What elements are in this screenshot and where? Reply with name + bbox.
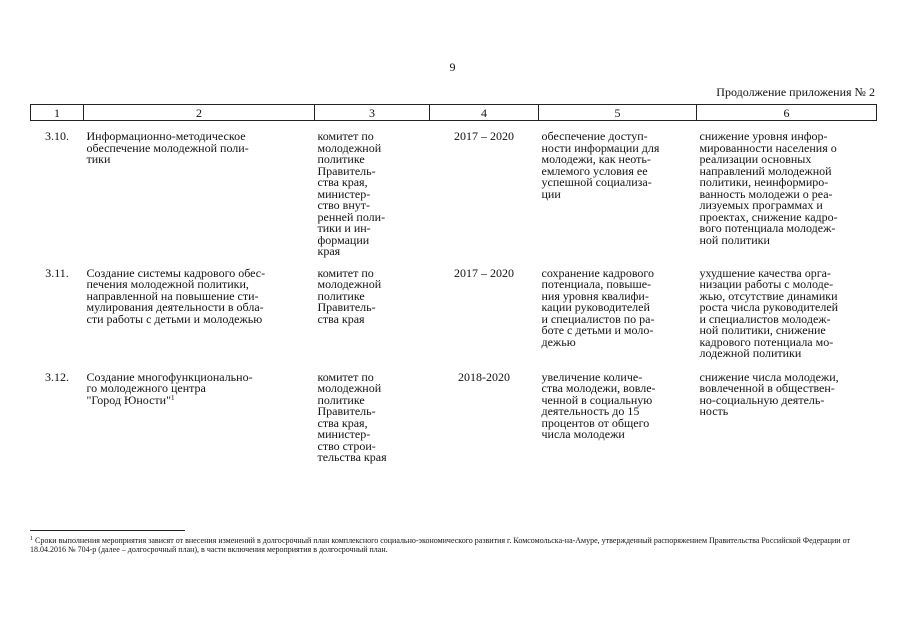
column-header: 4 (430, 105, 539, 121)
measure-name: Создание многофункционально- го молодежного центра "Город Юности" (86, 369, 253, 407)
responsible-executor: комитет по молодежной политике Правитель- ства края, министер- ство строи- тельства края (317, 369, 387, 464)
implementation-period: 2018-2020 (458, 369, 510, 384)
column-header: 3 (315, 105, 430, 121)
column-header: 2 (84, 105, 315, 121)
non-implementation-consequences: снижение числа молодежи, вовлеченной в обществен- но-социальную деятель- ность (699, 369, 839, 418)
table-row (31, 258, 877, 360)
footnote-text: Сроки выполнения мероприятия зависят от внесения изменений в долгосрочный план комплексного социально-экономического развития г. Комсомольска-на-Амуре, утвержденный распоряжением Правительства Российской Федерации от 18.04.2016 № 704-р (далее – долгосрочный план), в части включения мероприятия в долгосрочный план. (30, 536, 850, 554)
implementation-period: 2017 – 2020 (454, 129, 514, 143)
table-header-row (31, 105, 877, 121)
column-header: 5 (539, 105, 697, 121)
measure-name: Создание системы кадрового обес- печения молодежной политики, направленной на повышение сти- мулирования деятельности в обла- сти работы с детьми и молодежью (86, 265, 266, 326)
measure-name: Информационно-методическое обеспечение молодежной поли- тики (86, 129, 249, 166)
expected-result: сохранение кадрового потенциала, повыше- ния уровня квалифи- кации руководителей и специалистов по ра- боте с детьми и моло- дежью (541, 265, 655, 349)
footnote-reference[interactable]: 1 (171, 393, 175, 402)
expected-result: увеличение количе- ства молодежи, вовле- ченной в социальную деятельность до 15 процентов от общего числа молодежи (541, 369, 656, 441)
row-number: 3.11. (45, 265, 69, 280)
footnote-marker: 1 (30, 536, 33, 542)
measures-table (30, 104, 877, 464)
page-number: 9 (449, 60, 456, 74)
footnote (30, 536, 876, 554)
responsible-executor: комитет по молодежной политике Правитель- ства края, министер- ство внут- ренней поли- тики и ин- формации края (317, 129, 386, 258)
responsible-executor: комитет по молодежной политике Правитель- ства края (317, 265, 382, 326)
table-row (31, 360, 877, 464)
column-header: 6 (697, 105, 877, 121)
table-row (31, 121, 877, 258)
row-number: 3.10. (45, 129, 69, 143)
footnote-divider (30, 530, 185, 531)
non-implementation-consequences: снижение уровня инфор- мированности населения о реализации основных направлений молодежной политики, неинформиро- ванность молодежи о реа- лизуемых программах и проектах, снижение кадро- вого потенциала молодеж- ной политики (699, 129, 838, 247)
expected-result: обеспечение доступ- ности информации для молодежи, как неоть- емлемого условия ее успешной социализа- ции (541, 129, 660, 201)
implementation-period: 2017 – 2020 (454, 265, 514, 280)
non-implementation-consequences: ухудшение качества орга- низации работы с молоде- жью, отсутствие динамики роста числа руководителей и специалистов молодеж- ной политики, снижение кадрового потенциала мо- лодежной политики (699, 265, 839, 360)
column-header: 1 (31, 105, 84, 121)
continuation-label: Продолжение приложения № 2 (716, 85, 875, 99)
row-number: 3.12. (45, 369, 69, 384)
measure-name-cell (84, 360, 315, 464)
